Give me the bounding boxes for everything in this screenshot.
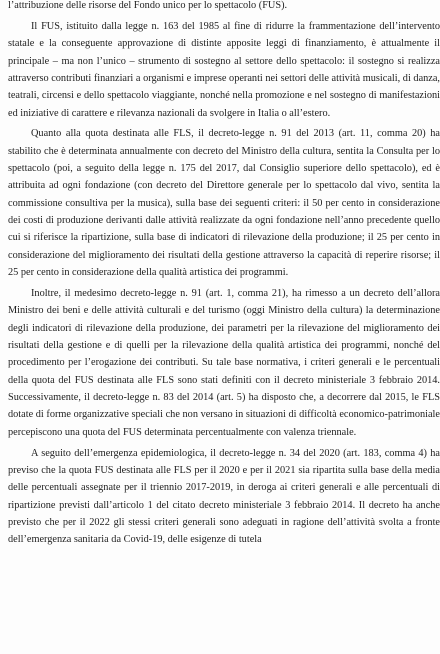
paragraph-covid-emergency: A seguito dell’emergenza epidemiologica, il decreto-legge n. 34 del 2020 (art. 183, comma 4) ha previso che la quota FUS destinata alle FLS per il 2020 e per il 2021 sia ripartita sulla base della media delle percentuali assegnate per il triennio 2017-2019, in deroga ai criteri generali e alle percentuali di ripartizione previsti dall’articolo 1 del citato decreto ministeriale 3 febbraio 2014. Il decreto ha anche previsto che per il 2022 gli stessi criteri generali sono adeguati in ragione dell’attività svolta a fronte dell’emergenza sanitaria da Covid-19, delle esigenze di tutela — [8, 447, 440, 546]
paragraph-fus-intro: Il FUS, istituito dalla legge n. 163 del 1985 al fine di ridurre la frammentazione dell’intervento statale e la conseguente approvazione di distinte apposite leggi di finanziamento, è attualmente il principale – ma non l’unico – strumento di sostegno al settore dello spettacolo: il sostegno si realizza attraverso contributi finanziari a organismi e imprese operanti nei settori delle attività musicali, di danza, teatrali, circensi e dello spettacolo viaggiante, nonché nella promozione e nel sostegno di manifestazioni ed iniziative di carattere e rilevanza nazionali da svolgere in Italia o all’estero. — [8, 20, 440, 119]
paragraph-dl-91: Inoltre, il medesimo decreto-legge n. 91 (art. 1, comma 21), ha rimesso a un decreto dell’allora Ministro dei beni e delle attività culturali e del turismo (oggi Ministro della cultura) la determinazione degli indicatori di rilevazione della produzione, dei parametri per la rilevazione del miglioramento dei risultati della gestione e di quelli per la rilevazione della qualità artistica dei programmi, nonché del procedimento per l’erogazione dei contributi. Su tale base normativa, i criteri generali e le percentuali della quota del FUS destinata alle FLS sono stati definiti con il decreto ministeriale 3 febbraio 2014. Successivamente, il decreto-legge n. 83 del 2014 (art. 5) ha disposto che, a decorrere dal 2015, le FLS dotate di forme organizzative speciali che non versano in situazioni di difficoltà economico-patrimoniale percepiscono una quota del FUS determinata percentualmente con valenza triennale. — [8, 288, 440, 438]
paragraph-fls-quota: Quanto alla quota destinata alle FLS, il decreto-legge n. 91 del 2013 (art. 11, comma 20) ha stabilito che è determinata annualmente con decreto del Ministro della cultura, sentita la Consulta per lo spettacolo (poi, a seguito della legge n. 175 del 2017, dal Consiglio superiore dello spettacolo), ed è attribuita ad ogni fondazione (con decreto del Direttore generale per lo spettacolo dal vivo, sentita la commissione consultiva per la musica), sulla base dei seguenti criteri: il 50 per cento in considerazione dei costi di produzione derivanti dalle attività realizzate da ogni fondazione nell’anno precedente quello cui si riferisce la ripartizione, sulla base di indicatori di rilevazione della produzione; il 25 per cento in considerazione del miglioramento dei risultati della gestione attraverso la capacità di reperire risorse; il 25 per cento in considerazione della qualità artistica dei programmi. — [8, 128, 440, 279]
paragraph-continuation: l’attribuzione delle risorse del Fondo unico per lo spettacolo (FUS). — [8, 0, 288, 11]
document-body — [8, 0, 440, 552]
